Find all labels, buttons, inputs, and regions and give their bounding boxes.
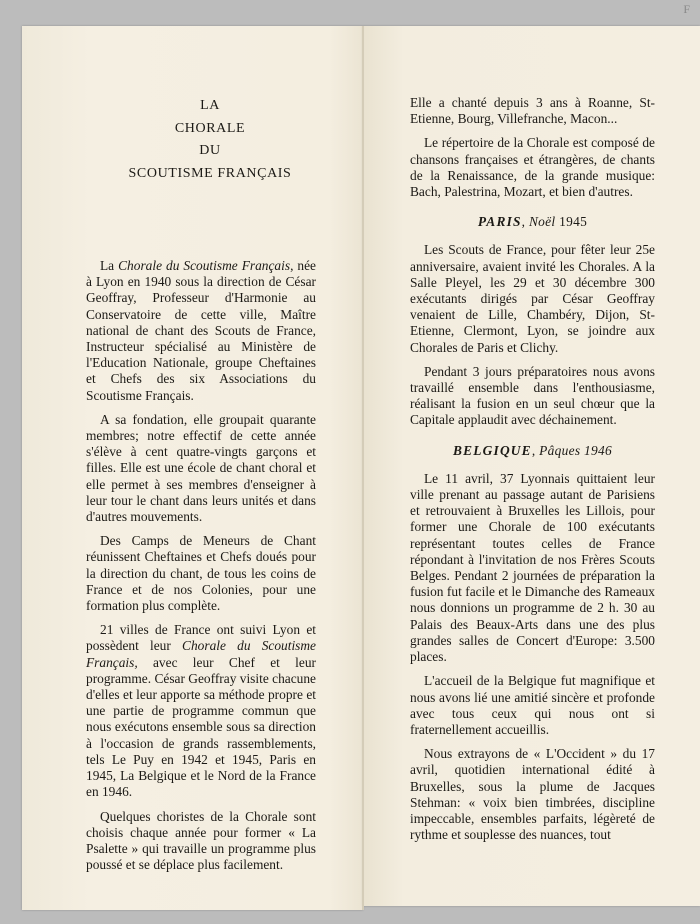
title-line: LA xyxy=(200,98,220,113)
paragraph xyxy=(86,622,316,800)
heading-date: Pâques 1946 xyxy=(539,442,612,458)
paragraph: Les Scouts de France, pour fêter leur 25e anniversaire, avaient invité les Chorales. A la Salle Pleyel, les 29 et 30 décembre 300 exécutants dirigés par César Geoffray venaient de Lille, Chambéry, Dijon, St-Etienne, Clermont, Lyon, se joindre aux Chorales de Paris et Clichy. xyxy=(410,242,655,355)
heading-place: BELGIQUE xyxy=(453,442,532,458)
corner-mark: F xyxy=(683,2,690,16)
heading-sep: , xyxy=(531,442,540,458)
text: , née à Lyon en 1940 sous la direction de César Geoffray, Professeur d'Harmonie au Conservatoire de cette ville, Maître national de chant des Scouts de France, Instructeur spécialisé au Ministère de l'Education Nationale, groupe Cheftaines et Chefs des six Associations du Scoutisme Français. xyxy=(86,258,316,403)
paragraph: Le 11 avril, 37 Lyonnais quittaient leur ville prenant au passage autant de Parisiens et retrouvaient à Bruxelles les Lillois, pour former une Chorale de 100 exécutants représentant toutes celles de France répondant à l'invitation de nos Frères Scouts Belges. Pendant 2 journées de préparation la fusion fut facile et le Dimanche des Rameaux nous donnions un programme de 2 h. 30 au Palais des Beaux-Arts dans une des plus grandes salles de Concert d'Europe: 3.500 places. xyxy=(410,470,655,665)
title-line: DU xyxy=(199,143,221,158)
heading-sep: , xyxy=(521,214,529,230)
heading-year: 1945 xyxy=(555,214,588,230)
document-title xyxy=(120,95,300,185)
choir-name: Chorale du Scoutisme Français, xyxy=(86,638,316,670)
title-line: CHORALE xyxy=(174,120,246,136)
paragraph: Des Camps de Meneurs de Chant réunissent Cheftaines et Chefs doués pour la direction du chant, de tous les coins de France et de nos Colonies, pour une formation plus complète. xyxy=(86,533,316,614)
text: avec leur Chef et leur programme. César Geoffray visite chacune d'elles et leur apporte sa méthode propre et une partie de programme commun que nous exécutons ensemble sous sa direction à l'occasion de grands rassemblements, tels Le Puy en 1942 et 1945, Paris en 1945, La Belgique et le Nord de la France en 1946. xyxy=(86,654,316,800)
title-line: SCOUTISME FRANÇAIS xyxy=(128,165,292,181)
right-column xyxy=(410,95,655,851)
text: 21 villes de France ont suivi Lyon et possèdent leur xyxy=(86,622,316,654)
page-fold xyxy=(362,26,364,910)
heading-date: Noël xyxy=(528,214,556,230)
left-column xyxy=(86,258,316,881)
paragraph: Pendant 3 jours préparatoires nous avons travaillé ensemble dans l'enthousiasme, réalisant la fusion en un seul chœur que la Capitale applaudit avec déchainement. xyxy=(410,363,655,428)
paragraph: A sa fondation, elle groupait quarante membres; notre effectif de cette année s'élève à cent quatre-vingts garçons et filles. Elle est une école de chant choral et elle permet à ses membres d'enseigner à leur tour le chant dans leurs unités et dans d'autres mouvements. xyxy=(86,411,316,525)
paragraph: Nous extrayons de « L'Occident » du 17 avril, quotidien international édité à Bruxelles, sous la plume de Jacques Stehman: « voix bien timbrées, discipline impeccable, ensembles parfaits, légèreté de rythme et souplesse des nuances, tout xyxy=(410,746,655,843)
text: La xyxy=(100,258,119,273)
choir-name: Chorale du Scoutisme Français xyxy=(118,258,291,273)
heading-place: PARIS xyxy=(477,214,522,230)
paragraph: Quelques choristes de la Chorale sont choisis chaque année pour former « La Psalette » qui travaille un programme plus poussé et se déplace plus facilement. xyxy=(86,808,316,873)
paragraph: L'accueil de la Belgique fut magnifique et nous avons lié une amitié sincère et profonde avec tous ceux qui nous ont si fraternellement accueillis. xyxy=(410,673,655,737)
paragraph: Le répertoire de la Chorale est composé de chansons françaises et étrangères, de chants de la Renaissance, de la grande musique: Bach, Palestrina, Mozart, et bien d'autres. xyxy=(410,135,655,200)
section-heading-belgique xyxy=(410,443,655,459)
section-heading-paris xyxy=(410,214,655,230)
paragraph xyxy=(86,258,316,404)
paragraph: Elle a chanté depuis 3 ans à Roanne, St-Etienne, Bourg, Villefranche, Macon... xyxy=(410,95,655,127)
